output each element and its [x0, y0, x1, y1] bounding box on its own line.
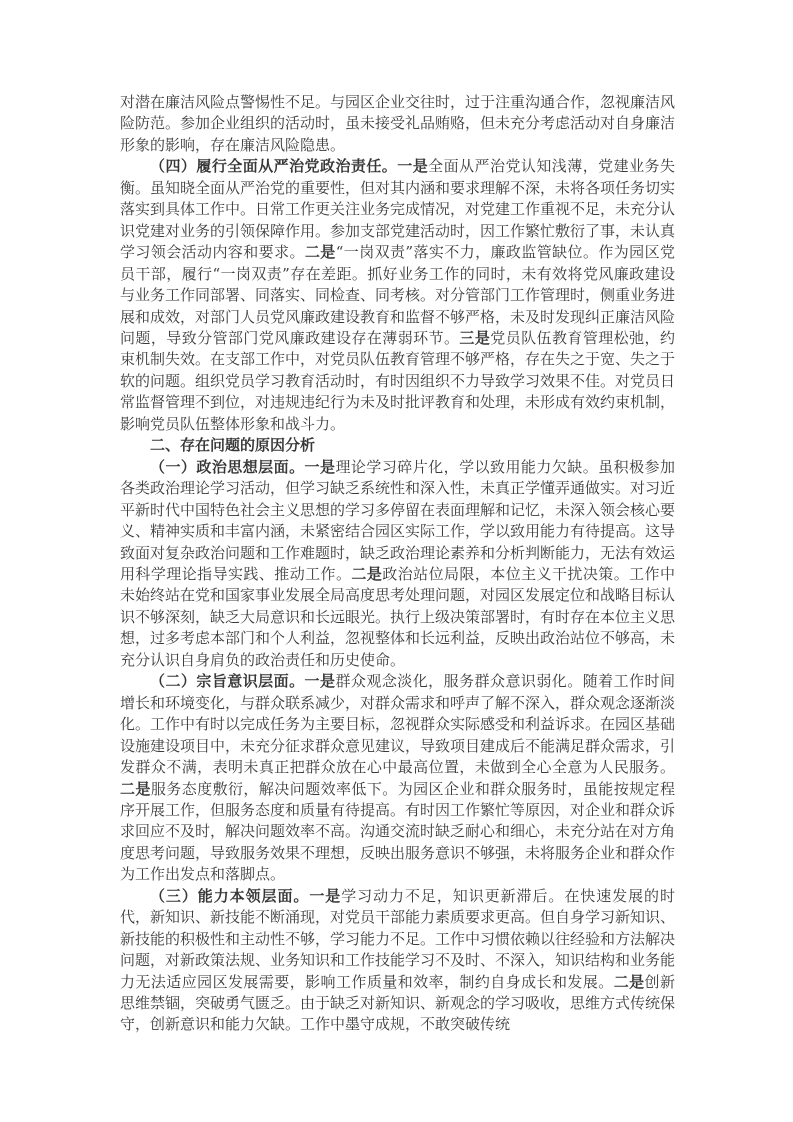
bold-text-run: （三）能力本领层面。一是: [150, 886, 342, 905]
paragraph: [120, 156, 675, 435]
bold-text-run: （一）政治思想层面。一是: [150, 457, 336, 476]
text-run: 理论学习碎片化，学以致用能力欠缺。虽积极参加各类政治理论学习活动，但学习缺乏系统性和深入性，未真正学懂弄通做实。对习近平新时代中国特色社会主义思想的学习多停留在表面理解和记忆，未深入领会核心要义、精神实质和丰富内涵，未紧密结合园区实际工作，学以致用能力有待提高。这导致面对复杂政治问题和工作难题时，缺乏政治理论素养和分析判断能力，无法有效运用科学理论指导实践、推动工作。: [120, 457, 676, 583]
text-run: 政治站位局限，本位主义干扰决策。工作中未始终站在党和国家事业发展全局高度思考处理问题，对园区发展定位和战略目标认识不够深刻，缺乏大局意识和长远眼光。执行上级决策部署时，有时存在本位主义思想，过多考虑本部门和个人利益，忽视整体和长远利益，反映出政治站位不够高，未充分认识自身肩负的政治责任和历史使命。: [120, 564, 676, 669]
paragraph: [120, 886, 675, 1036]
document-content: [120, 92, 675, 1036]
text-run: 学习动力不足，知识更新滞后。在快速发展的时代，新知识、新技能不断涌现，对党员干部能力素质要求更高。但自身学习新知识、新技能的积极性和主动性不够，学习能力不足。工作中习惯依赖以往经验和方法解决问题，对新政策法规、业务知识和工作技能学习不及时、不深入，知识结构和业务能力无法适应园区发展需要，影响工作质量和效率，制约自身成长和发展。: [120, 886, 676, 991]
bold-text-run: （二）宗旨意识层面。一是: [150, 672, 336, 691]
text-run: 服务态度敷衍，解决问题效率低下。为园区企业和群众服务时，虽能按规定程序开展工作，但服务态度和质量有待提高。有时因工作繁忙等原因，对企业和群众诉求回应不及时，解决问题效率不高。沟通交流时缺乏耐心和细心，未充分站在对方角度思考问题，导致服务效果不理想，反映出服务意识不够强，未将服务企业和群众作为工作出发点和落脚点。: [120, 779, 676, 884]
text-run: 群众观念淡化，服务群众意识弱化。随着工作时间增长和环境变化，与群众联系减少，对群众需求和呼声了解不深入，群众观念逐渐淡化。工作中有时以完成任务为主要目标，忽视群众实际感受和利益诉求。在园区基础设施建设项目中，未充分征求群众意见建议，导致项目建成后不能满足群众需求，引发群众不满，表明未真正把群众放在心中最高位置，未做到全心全意为人民服务。: [120, 672, 676, 777]
bold-text-run: 二是: [613, 972, 645, 991]
bold-text-run: 二是: [304, 243, 336, 262]
bold-text-run: 二、存在问题的原因分析: [150, 436, 316, 455]
text-run: 党员队伍教育管理松弛，约束机制失效。在支部工作中，对党员队伍教育管理不够严格，存在失之于宽、失之于软的问题。组织党员学习教育活动时，有时因组织不力导致学习效果不佳。对党员日常监督管理不到位，对违规违纪行为未及时批评教育和处理，未形成有效约束机制，影响党员队伍整体形象和战斗力。: [120, 328, 676, 433]
bold-text-run: 二是: [120, 779, 151, 798]
text-run: 全面从严治党认知浅薄，党建业务失衡。虽知晓全面从严治党的重要性，但对其内涵和要求理解不深，未将各项任务切实落实到具体工作中。日常工作更关注业务完成情况，对党建工作重视不足，未充分认识党建对业务的引领保障作用。参加支部党建活动时，因工作繁忙敷衍了事，未认真学习领会活动内容和要求。: [120, 157, 676, 262]
paragraph: [120, 671, 675, 886]
bold-text-run: 二是: [351, 564, 383, 583]
paragraph: [120, 92, 675, 156]
bold-text-run: 三是: [459, 328, 491, 347]
bold-text-run: （四）履行全面从严治党政治责任。一是: [150, 157, 429, 176]
text-run: 创新思维禁锢，突破勇气匮乏。由于缺乏对新知识、新观念的学习吸收，思维方式传统保守，创新意识和能力欠缺。工作中墨守成规，不敢突破传统: [120, 972, 676, 1034]
text-run: “一岗双责”落实不力，廉政监管缺位。作为园区党员干部，履行“一岗双责”存在差距。抓好业务工作的同时，未有效将党风廉政建设与业务工作同部署、同落实、同检查、同考核。对分管部门工作管理时，侧重业务进展和成效，对部门人员党风廉政建设教育和监督不够严格，未及时发现纠正廉洁风险问题，导致分管部门党风廉政建设存在薄弱环节。: [120, 243, 676, 347]
paragraph: [120, 457, 675, 672]
text-run: 对潜在廉洁风险点警惕性不足。与园区企业交往时，过于注重沟通合作，忽视廉洁风险防范。参加企业组织的活动时，虽未接受礼品贿赂，但未充分考虑活动对自身廉洁形象的影响，存在廉洁风险隐患。: [120, 93, 676, 154]
section-heading: [120, 435, 675, 456]
